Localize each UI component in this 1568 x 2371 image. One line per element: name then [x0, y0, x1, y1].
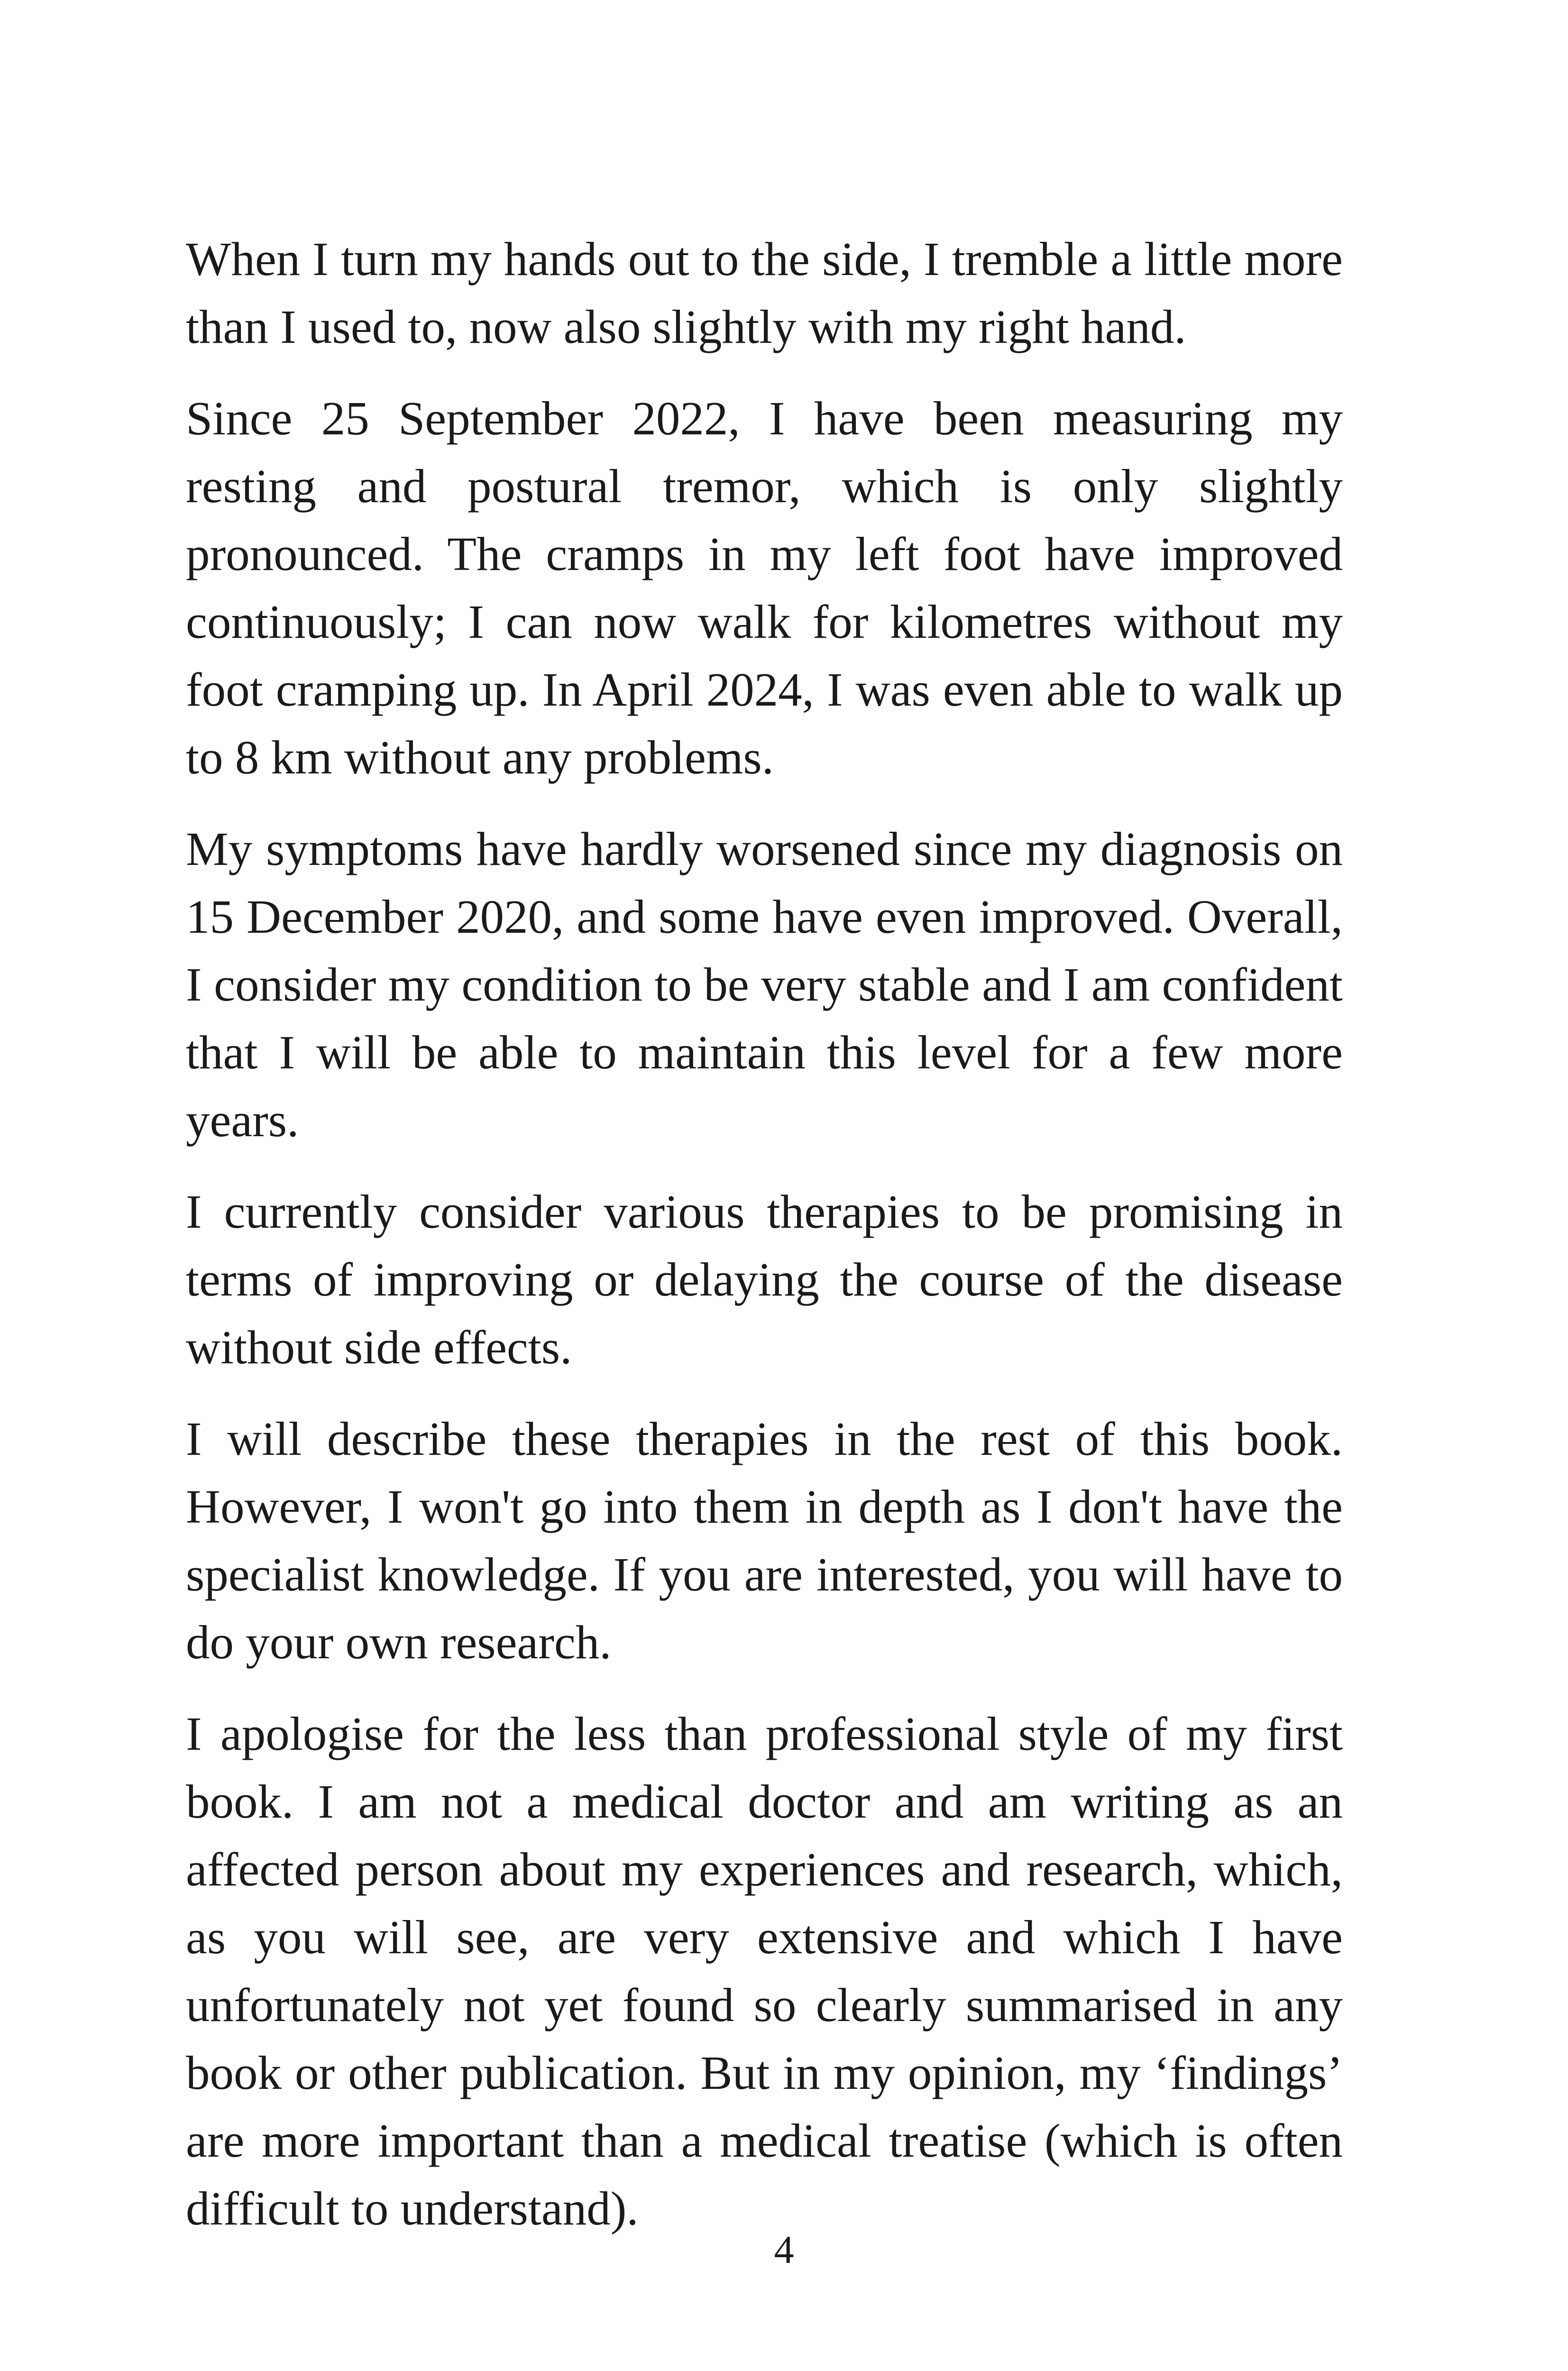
body-text [186, 225, 1343, 2266]
paragraph: My symptoms have hardly worsened since my diagnosis on 15 December 2020, and some have even improved. Overall, I consider my condition to be very stable and I am confident that I will be able to maintain this level for a few more years. [186, 822, 1343, 1147]
paragraph: I currently consider various therapies to be promising in terms of improving or delaying the course of the disease without side effects. [186, 1185, 1343, 1374]
paragraph: Since 25 September 2022, I have been measuring my resting and postural tremor, which is only slightly pronounced. The cramps in my left foot have improved continuously; I can now walk for kilometres without my foot cramping up. In April 2024, I was even able to walk up to 8 km without any problems. [186, 392, 1343, 784]
paragraph: I will describe these therapies in the rest of this book. However, I won't go into them in depth as I don't have the specialist knowledge. If you are interested, you will have to do your own research. [186, 1412, 1343, 1669]
page-number: 4 [774, 2228, 794, 2272]
paragraph: I apologise for the less than professional style of my first book. I am not a medical doctor and am writing as an affected person about my experiences and research, which, as you will see, are very extensive and which I have unfortunately not yet found so clearly summarised in any book or other publication. But in my opinion, my ‘findings’ are more important than a medical treatise (which is often difficult to understand). [186, 1707, 1343, 2235]
paragraph: When I turn my hands out to the side, I tremble a little more than I used to, now also slightly with my right hand. [186, 232, 1343, 353]
